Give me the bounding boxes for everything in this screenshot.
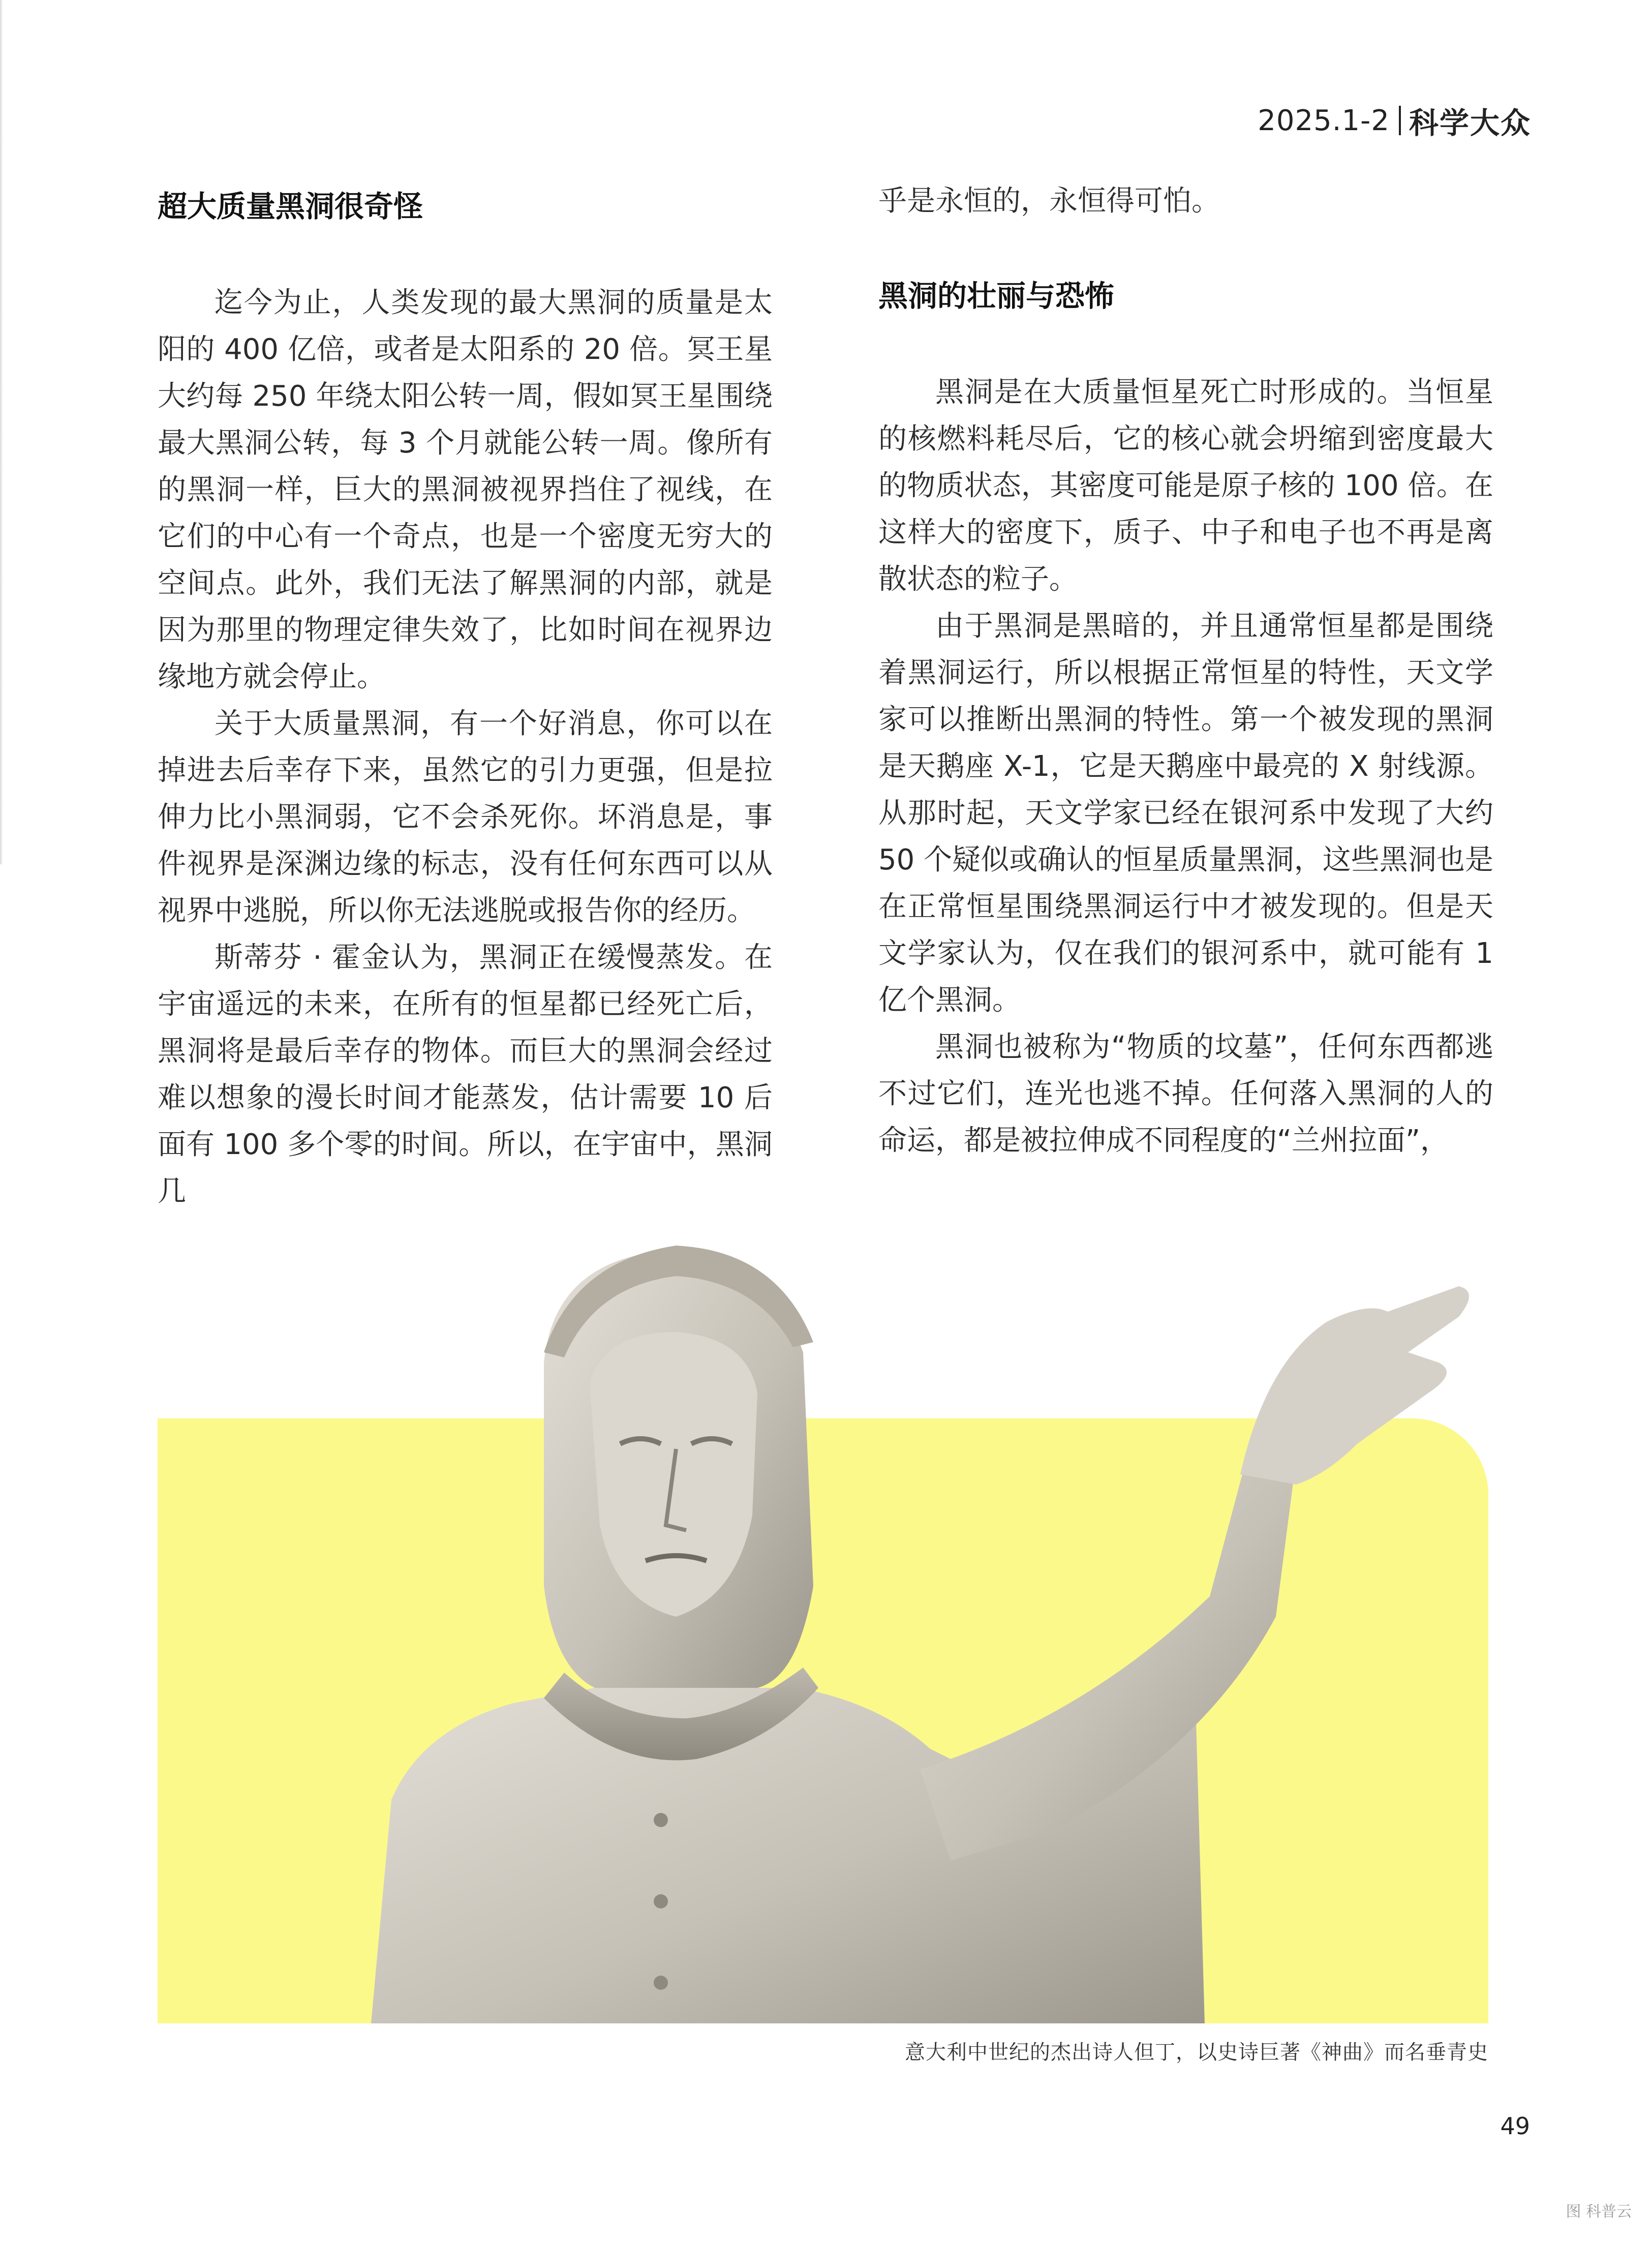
right-column: [878, 178, 1493, 1164]
page-number: 49: [1500, 2112, 1530, 2140]
left-paragraph-1: 迄今为止，人类发现的最大黑洞的质量是太阳的 400 亿倍，或者是太阳系的 20 倍。冥王星大约每 250 年绕太阳公转一周，假如冥王星围绕最大黑洞公转，每 3 个月就能公转一周。像所有的黑洞一样，巨大的黑洞被视界挡住了视线，在它们的中心有一个奇点，也是一个密度无穷大的空间点。此外，我们无法了解黑洞的内部，就是因为那里的物理定律失效了，比如时间在视界边缘地方就会停止。: [158, 286, 773, 693]
left-paragraph-2: 关于大质量黑洞，有一个好消息，你可以在掉进去后幸存下来，虽然它的引力更强，但是拉伸力比小黑洞弱，它不会杀死你。坏消息是，事件视界是深渊边缘的标志，没有任何东西可以从视界中逃脱，所以你无法逃脱或报告你的经历。: [158, 707, 773, 927]
page-spine-shadow: [0, 0, 3, 864]
issue-date: 2025.1-2: [1258, 104, 1390, 137]
section-heading-supermassive: 超大质量黑洞很奇怪: [158, 189, 423, 224]
left-paragraph-3: 斯蒂芬 · 霍金认为，黑洞正在缓慢蒸发。在宇宙遥远的未来，在所有的恒星都已经死亡后，黑洞将是最后幸存的物体。而巨大的黑洞会经过难以想象的漫长时间才能蒸发，估计需要 10 后面有 100 多个零的时间。所以，在宇宙中，黑洞几: [158, 941, 773, 1208]
page-header: [1258, 99, 1531, 142]
right-paragraph-1: 黑洞是在大质量恒星死亡时形成的。当恒星的核燃料耗尽后，它的核心就会坍缩到密度最大的物质状态，其密度可能是原子核的 100 倍。在这样大的密度下，质子、中子和电子也不再是离散状态的粒子。: [878, 376, 1493, 596]
header-divider: [1399, 106, 1401, 135]
magazine-logo: 科学大众: [1409, 106, 1531, 140]
right-paragraph-3: 黑洞也被称为“物质的坟墓”，任何东西都逃不过它们，连光也逃不掉。任何落入黑洞的人的命运，都是被拉伸成不同程度的“兰州拉面”，: [878, 1031, 1493, 1157]
right-paragraph-2: 由于黑洞是黑暗的，并且通常恒星都是围绕着黑洞运行，所以根据正常恒星的特性，天文学家可以推断出黑洞的特性。第一个被发现的黑洞是天鹅座 X-1，它是天鹅座中最亮的 X 射线源。从那时起，天文学家已经在银河系中发现了大约 50 个疑似或确认的恒星质量黑洞，这些黑洞也是在正常恒星围绕黑洞运行中才被发现的。但是天文学家认为，仅在我们的银河系中，就可能有 1 亿个黑洞。: [878, 610, 1493, 1017]
section-heading-splendor: 黑洞的壮丽与恐怖: [878, 279, 1115, 313]
statue-hand: [1240, 1286, 1469, 1484]
watermark: 图 科普云: [1566, 2203, 1632, 2221]
right-continuation: 乎是永恒的，永恒得可怕。: [878, 185, 1220, 218]
left-column: [158, 183, 773, 1215]
figure-caption: 意大利中世纪的杰出诗人但丁，以史诗巨著《神曲》而名垂青史: [905, 2041, 1488, 2064]
dante-statue-image: [158, 1230, 1488, 2023]
